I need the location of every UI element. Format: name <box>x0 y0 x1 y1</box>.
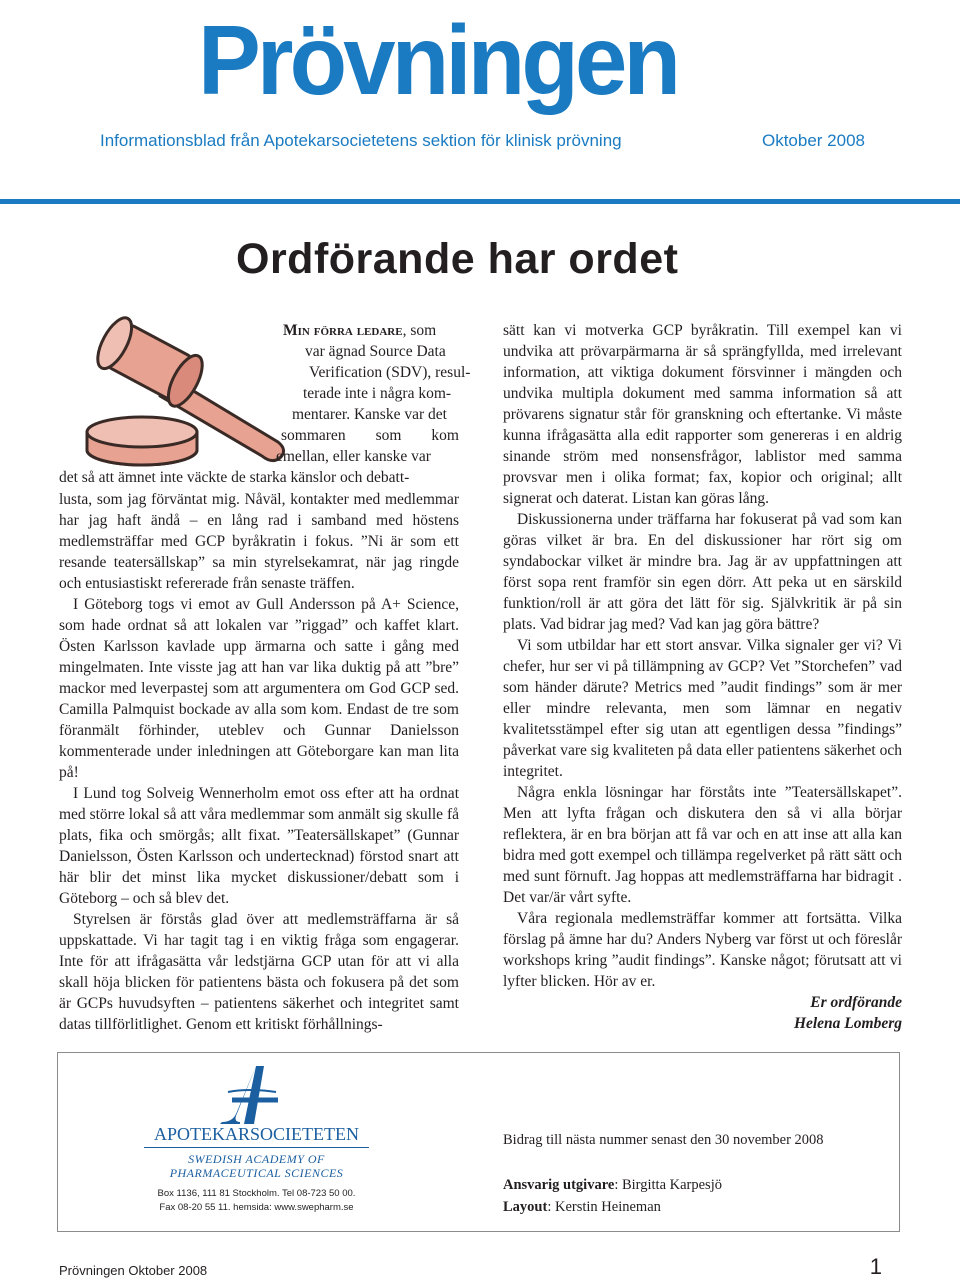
masthead-subtitle: Informationsblad från Apotekarsocietetens sektion för klinisk prövning <box>100 131 622 150</box>
publisher-value: : Birgitta Karpesjö <box>614 1177 722 1193</box>
intro-line: var ägnad Source Data <box>305 343 446 360</box>
publisher-credit <box>503 1174 722 1196</box>
layout-value: : Kerstin Heineman <box>547 1199 661 1215</box>
article-paragraph: Vi som utbildar har ett stort ansvar. Vilka signaler ger vi? Vi chefer, hur ser vi på tillämpning av GCP? Vet ”Storchefen” vad som händer därute? Metrics med ”audit findings” som är mer eller mindre relevanta, men som lämnar en negativ kvalitetsstämpel efter sig utan att egentligen dessa ”findings” påverkat vare sig kvaliteten på data eller patientens säkerhet och integritet. <box>503 637 902 780</box>
article-paragraph: Styrelsen är förstås glad över att medlemsträffarna är så uppskattade. Vi har tagit tag i en viktig fråga som engagerar. Inte för att ifrågasätta vår ledstjärna GCP utan för att vi alla skall höja blicken för patientens bästa och fokusera på det som är GCPs huvudsyften – patientens säkerhet och integritet samt datas tillförlitlighet. Genom ett kritiskt förhållnings- <box>59 911 459 1033</box>
gavel-illustration <box>80 300 295 470</box>
article-column-left <box>59 489 459 1035</box>
intro-line: mentarer. Kanske var det <box>292 406 447 423</box>
article-paragraph: Våra regionala medlemsträffar kommer att fortsätta. Vilka förslag på ämne har du? Anders Nyberg var först ut och föreslår workshops kring ”audit findings”. Kanske något; förutsatt att vi lyfter blicken. Hör av er. <box>503 910 902 990</box>
publisher-label: Ansvarig utgivare <box>503 1177 615 1193</box>
org-address-line: Box 1136, 111 81 Stockholm. Tel 08-723 50 00. <box>157 1188 356 1199</box>
issue-date: Oktober 2008 <box>761 131 865 150</box>
credits <box>503 1174 722 1218</box>
org-subtitle <box>144 1152 369 1180</box>
org-name: APOTEKARSOCIETETEN <box>144 1124 369 1148</box>
intro-line: emellan, eller kanske var <box>276 448 431 465</box>
article-paragraph: Diskussionerna under träffarna har fokuserat på vad som kan göras vilket är bra. En del diskussioner har rört sig om syndabockar vilket är mindre bra. Jag är av uppfattningen att först sopa rent framför sin egen dörr. Att peka ut en särskild funktion/roll är att göra det lätt för sig. Självkritik är på sin plats. Vad bidrar jag med? Vad kan jag göra bättre? <box>503 511 902 633</box>
article-paragraph: sätt kan vi motverka GCP byråkratin. Till exempel kan vi undvika att prövarpärmarna är så sprängfyllda, med irrelevant information, att viktiga dokument försvinner i mängden och undvika multipla dokument med samma information så att prövarens signatur står för granskning och eftertanke. Vi måste kunna ifrågasätta alla edit rapporter som genereras i en aldrig sinande ström med nonsensfrågor, lablistor med samma provsvar men i olika format; fax, kopior och original; allt signerat och daterat. Listan kan göras lång. <box>503 322 902 507</box>
apotekarsocieteten-logo-icon <box>218 1064 288 1126</box>
intro-line: Verification (SDV), resul- <box>309 364 471 381</box>
layout-credit <box>503 1196 722 1218</box>
intro-line: , som <box>402 322 437 339</box>
masthead-title: Prövningen <box>198 5 678 115</box>
article-paragraph: I Lund tog Solveig Wennerholm emot oss efter att ha ordnat med större lokal så att våra medlemmar som anmält sig skulle få plats, fika och smörgås; allt fixat. ”Teatersällskapet” (Gunnar Danielsson, Östen Karlsson och undertecknad) förstod snart att här blir det minst lika mycket diskussioner/debatt som i Göteborg – och så blev det. <box>59 785 459 907</box>
article-paragraph: Några enkla lösningar har förståts inte ”Teatersällskapet”. Men att lyfta frågan och diskutera den så vi alla börjar reflektera, är en bra början att få var och en att inse att alla kan bidra med gott exempel och tillämpa regelverket på rätt sätt och med sunt förnuft. Jag hoppas att medlemsträffarna har bidragit . Det var/är vårt syfte. <box>503 784 902 906</box>
article-paragraph: I Göteborg togs vi emot av Gull Andersson på A+ Science, som hade ordnat så att lokalen var ”riggad” och kaffet klart. Östen Karlsson kavlade upp ärmarna och satte i gång med mingelmaten. Inte visste jag att han var lika duktig på att ”bre” mackor med leverpastej som att argumentera om God GCP sed. Camilla Palmquist bockade av alla som kom. Endast de tre som föranmält förhinder, uteblev och Gunnar Danielsson kommenterade under inledningen att Göteborgare kan man lita på! <box>59 596 459 781</box>
article-paragraph: lusta, som jag förväntat mig. Nåväl, kontakter med medlemmar har jag haft ändå – en lång rad i samband med höstens medlemsträffar med GCP byråkratin i fokus. ”Ni är som ett resande teatersällskap” sa min styrelsekamrat, när jag ringde och entusiastiskt refererade från senaste träffen. <box>59 491 459 592</box>
masthead-divider <box>0 199 960 204</box>
page-number: 1 <box>869 1254 882 1279</box>
org-address <box>144 1187 369 1215</box>
article-column-right <box>503 320 902 1034</box>
org-subtitle-line: SWEDISH ACADEMY OF <box>188 1152 325 1166</box>
signature-role: Er ordförande <box>810 994 902 1011</box>
layout-label: Layout <box>503 1199 548 1215</box>
signature-name: Helena Lomberg <box>793 1015 902 1032</box>
org-address-line: Fax 08-20 55 11. hemsida: www.swepharm.se <box>159 1202 354 1213</box>
intro-line: sommaren som kom <box>281 427 459 444</box>
page-footer-title: Prövningen Oktober 2008 <box>59 1263 208 1278</box>
intro-line: terade inte i några kom- <box>303 385 452 402</box>
article-headline: Ordförande har ordet <box>236 235 679 283</box>
submission-deadline: Bidrag till nästa nummer senast den 30 november 2008 <box>503 1132 824 1148</box>
org-subtitle-line: PHARMACEUTICAL SCIENCES <box>169 1166 344 1180</box>
intro-lead: Min förra ledare <box>283 322 403 339</box>
intro-line: det så att ämnet inte väckte de starka känslor och debatt- <box>59 469 410 486</box>
